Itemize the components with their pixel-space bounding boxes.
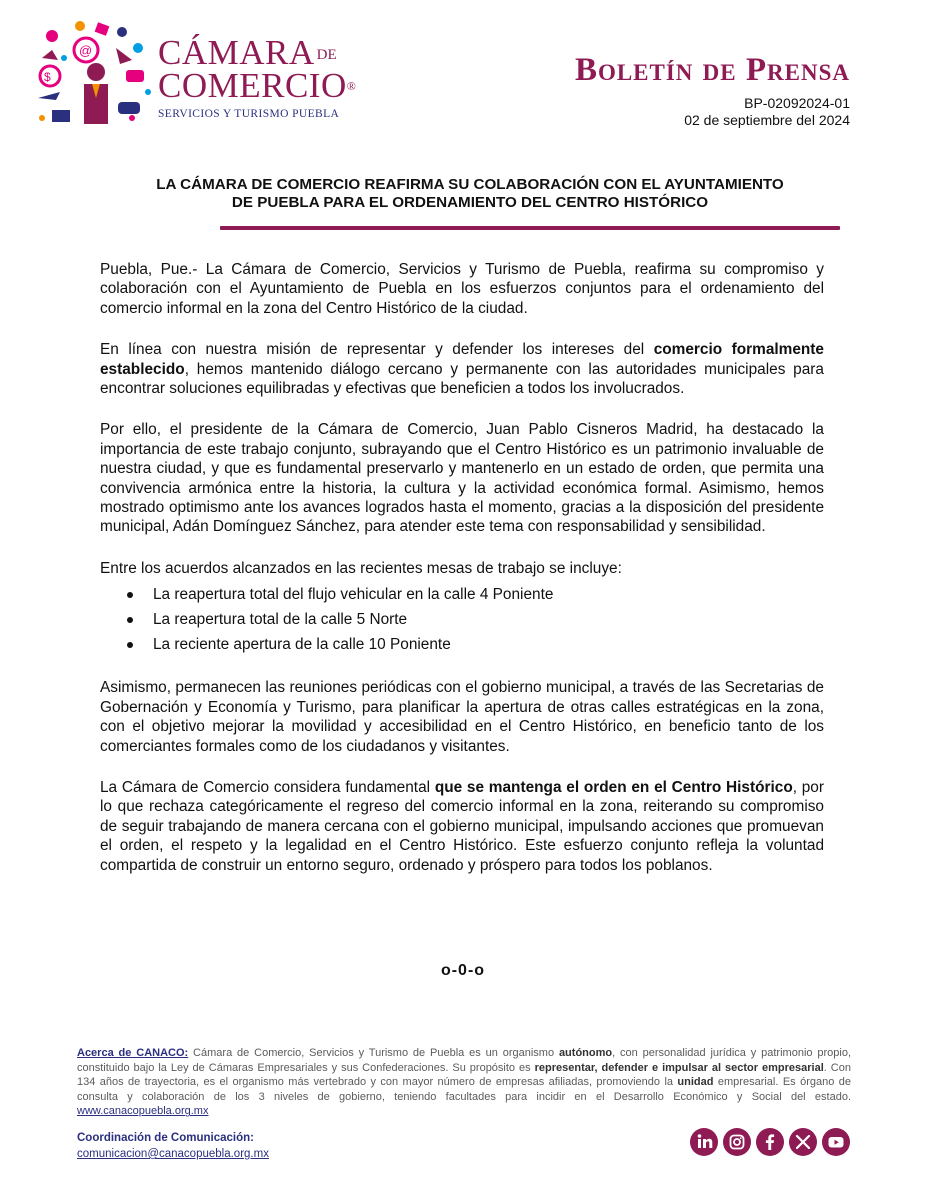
about-canaco: Acerca de CANACO: Cámara de Comercio, Servicios y Turismo de Puebla es un organismo autónomo, con personalidad jurídica y patrimonio propio, constituido bajo la Ley de Cámaras Empresariales y sus Confederaciones. Su propósito es representar, defender e impulsar al sector empresarial. Con 134 años de trayectoria, es el organismo más vertebrado y con mayor número de empresas afiliadas, promoviendo la unidad empresarial. Es órgano de consulta y colaboración de los 3 niveles de gobierno, teniendo facultades para incidir en el Desarrollo Económico y Social del estado. www.canacopuebla.org.mx: [77, 1047, 851, 1118]
facebook-button[interactable]: [756, 1128, 784, 1156]
coordination-label: Coordinación de Comunicación:: [77, 1132, 254, 1144]
paragraph-1: Puebla, Pue.- La Cámara de Comercio, Servicios y Turismo de Puebla, reafirma su compromiso y colaboración con el Ayuntamiento de Puebla en los esfuerzos conjuntos para el ordenamiento del comercio informal en la zona del Centro Histórico de la ciudad.: [100, 261, 824, 317]
end-separator: o-0-o: [440, 962, 486, 979]
youtube-icon: [822, 1128, 850, 1156]
paragraph-4: Entre los acuerdos alcanzados en las recientes mesas de trabajo se incluye:: [100, 559, 622, 577]
paragraph-2: En línea con nuestra misión de representar y defender los intereses del comercio formalmente establecido, hemos mantenido diálogo cercano y permanente con las autoridades municipales para encontrar soluciones equilibradas y efectivas que beneficien a todos los involucrados.: [100, 341, 824, 398]
website-link[interactable]: www.canacopuebla.org.mx: [77, 1105, 209, 1118]
headline-line1: LA CÁMARA DE COMERCIO REAFIRMA SU COLABORACIÓN CON EL AYUNTAMIENTO: [156, 176, 784, 193]
x-icon: [789, 1128, 817, 1156]
logo-wordmark-line2: COMERCIO®: [158, 66, 357, 105]
headline: [130, 176, 810, 212]
about-label: Acerca de CANACO:: [77, 1047, 189, 1059]
instagram-icon: [723, 1128, 751, 1156]
paragraph-6: La Cámara de Comercio considera fundamental que se mantenga el orden en el Centro Histórico, por lo que rechaza categóricamente el regreso del comercio informal en la zona, reiterando su compromiso de seguir trabajando de manera cercana con el gobierno municipal, impulsando acciones que promuevan el orden, el respeto y la legalidad en el Centro Histórico. Este esfuerzo conjunto refleja la voluntad compartida de construir un entorno seguro, ordenado y próspero para todos los poblanos.: [100, 778, 824, 874]
headline-line2: DE PUEBLA PARA EL ORDENAMIENTO DEL CENTRO HISTÓRICO: [231, 194, 709, 211]
coordination-email-link[interactable]: comunicacion@canacopuebla.org.mx: [77, 1148, 269, 1160]
bulletin-date: 02 de septiembre del 2024: [684, 112, 850, 128]
youtube-button[interactable]: [822, 1128, 850, 1156]
logo-tagline: SERVICIOS Y TURISMO PUEBLA: [158, 108, 340, 120]
instagram-button[interactable]: [723, 1128, 751, 1156]
paragraph-3: Por ello, el presidente de la Cámara de Comercio, Juan Pablo Cisneros Madrid, ha destacado la importancia de este trabajo conjunto, subrayando que el Centro Histórico es un patrimonio invaluable de nuestra ciudad, y que es fundamental preservarlo y mantenerlo en un estado de orden, que permita una convivencia armónica entre la historia, la cultura y la actividad económica formal. Asimismo, hemos mostrado optimismo ante los avances logrados hasta el momento, gracias a la disposición del presidente municipal, Adán Domínguez Sánchez, para atender este tema con responsabilidad y sensibilidad.: [100, 421, 824, 536]
svg-text:@: @: [79, 43, 93, 58]
agreements-list: [100, 582, 824, 657]
bulletin-id: BP-02092024-01: [744, 95, 850, 111]
paragraph-5: Asimismo, permanecen las reuniones periódicas con el gobierno municipal, a través de las Secretarias de Gobernación y Economía y Turismo, para planificar la apertura de otras calles estratégicas en la zona, con el objetivo mejorar la movilidad y accesibilidad en el Centro Histórico, en beneficio tanto de los comerciantes formales como de los ciudadanos y visitantes.: [100, 679, 824, 755]
list-item: La reciente apertura de la calle 10 Poniente: [153, 632, 824, 657]
logo-emblem-icon: [30, 18, 158, 136]
linkedin-button[interactable]: [690, 1128, 718, 1156]
logo-wordmark-line1: CÁMARA $^{DE}$: [158, 33, 337, 72]
linkedin-icon: [690, 1128, 718, 1156]
press-release-body: [100, 260, 824, 897]
list-item: La reapertura total de la calle 5 Norte: [153, 607, 824, 632]
canaco-logo: [30, 18, 357, 136]
bulletin-title: Boletín de Prensa: [574, 52, 850, 88]
x-button[interactable]: [789, 1128, 817, 1156]
headline-divider: [220, 226, 840, 230]
svg-text:$: $: [44, 70, 51, 84]
facebook-icon: [756, 1128, 784, 1156]
list-item: La reapertura total del flujo vehicular en la calle 4 Poniente: [153, 582, 824, 607]
